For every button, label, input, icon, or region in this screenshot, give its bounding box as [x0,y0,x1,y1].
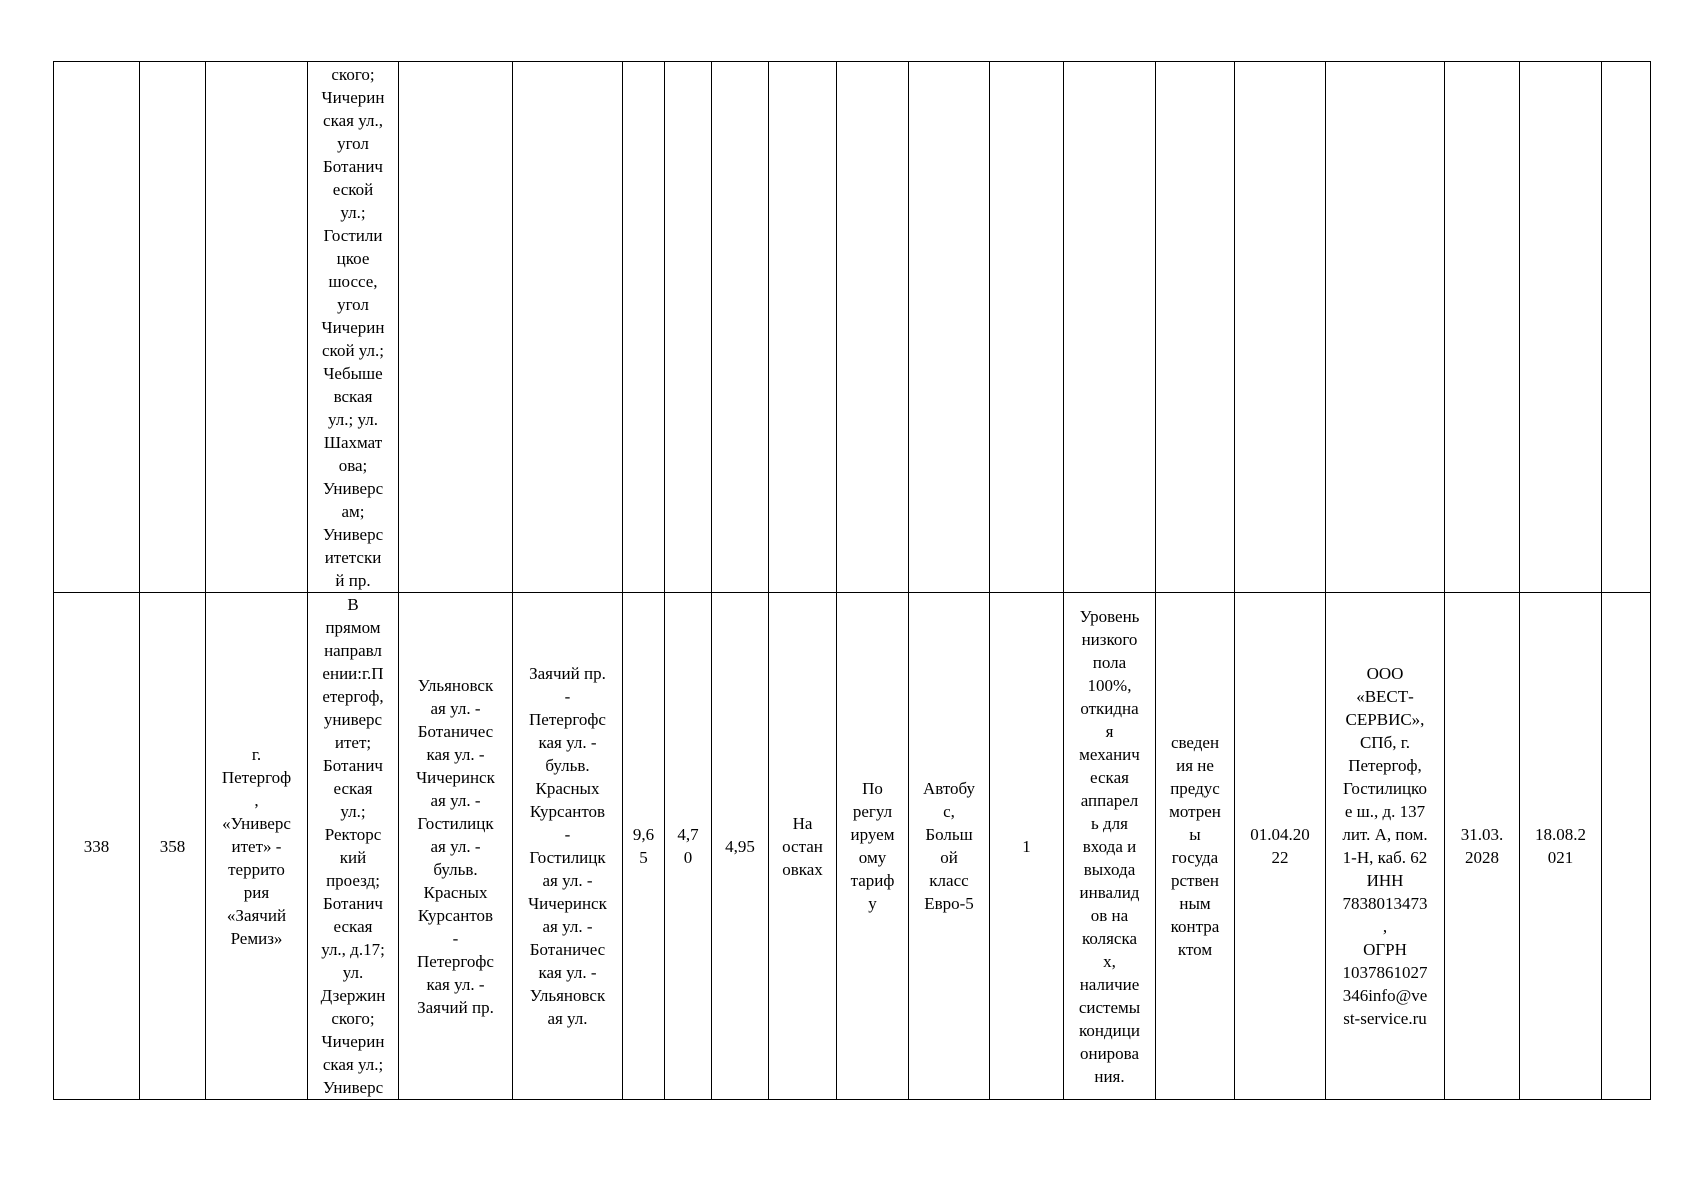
route-register-table [53,61,1651,1100]
vehicle-type-cell: Автобу с, Больш ой класс Евро-5 [909,593,990,1100]
streets-forward-cell [399,62,513,593]
length-total-cell [712,62,769,593]
carrier-cell: ООО «ВЕСТ- СЕРВИС», СПб, г. Петергоф, Гостилицко е ш., д. 137 лит. А, пом. 1-Н, каб. 62 ИНН 7838013473 , ОГРН 1037861027 346info@ve st-service.ru [1326,593,1445,1100]
contract-cell [1156,62,1235,593]
vehicle-characteristics-cell [1064,62,1156,593]
boarding-order-cell [769,62,837,593]
end-date-cell: 31.03. 2028 [1445,593,1520,1100]
length-total-cell: 4,95 [712,593,769,1100]
table-row [54,593,1651,1100]
vehicle-count-cell [990,62,1064,593]
length-backward-cell: 4,7 0 [665,593,712,1100]
route-name-cell: г. Петергоф , «Универс итет» - террито рия «Заячий Ремиз» [206,593,308,1100]
carrier-cell [1326,62,1445,593]
registration-date-cell [1520,62,1602,593]
reg-number-cell [54,62,140,593]
route-name-cell [206,62,308,593]
extra-cell [1602,593,1651,1100]
length-forward-cell: 9,6 5 [623,593,665,1100]
tariff-cell [837,62,909,593]
route-number-cell [140,62,206,593]
stops-cell: В прямом направл ении:г.П етергоф, универс итет; Ботанич еская ул.; Ректорс кий проезд; Ботанич еская ул., д.17; ул. Дзержин ского; Чичерин ская ул.; Универс [308,593,399,1100]
streets-backward-cell [513,62,623,593]
tariff-cell: По регул ируем ому тариф у [837,593,909,1100]
table-row [54,62,1651,593]
length-backward-cell [665,62,712,593]
reg-number-cell: 338 [54,593,140,1100]
contract-cell: сведен ия не предус мотрен ы госуда рствен ным контра ктом [1156,593,1235,1100]
extra-cell [1602,62,1651,593]
streets-forward-cell: Ульяновск ая ул. - Ботаничес кая ул. - Чичеринск ая ул. - Гостилицк ая ул. - бульв. Красных Курсантов - Петергофс кая ул. - Заячий пр. [399,593,513,1100]
vehicle-characteristics-cell: Уровень низкого пола 100%, откидна я механич еская аппарел ь для входа и выхода инвалид ов на коляска х, наличие системы кондици онирова ния. [1064,593,1156,1100]
length-forward-cell [623,62,665,593]
streets-backward-cell: Заячий пр. - Петергофс кая ул. - бульв. Красных Курсантов - Гостилицк ая ул. - Чичеринск ая ул. - Ботаничес кая ул. - Ульяновск ая ул. [513,593,623,1100]
end-date-cell [1445,62,1520,593]
start-date-cell: 01.04.20 22 [1235,593,1326,1100]
start-date-cell [1235,62,1326,593]
vehicle-count-cell: 1 [990,593,1064,1100]
stops-cell: ского; Чичерин ская ул., угол Ботанич еской ул.; Гостили цкое шоссе, угол Чичерин ской ул.; Чебыше вская ул.; ул. Шахмат ова; Универс ам; Универс итетски й пр. [308,62,399,593]
boarding-order-cell: На остан овках [769,593,837,1100]
registration-date-cell: 18.08.2 021 [1520,593,1602,1100]
vehicle-type-cell [909,62,990,593]
route-number-cell: 358 [140,593,206,1100]
